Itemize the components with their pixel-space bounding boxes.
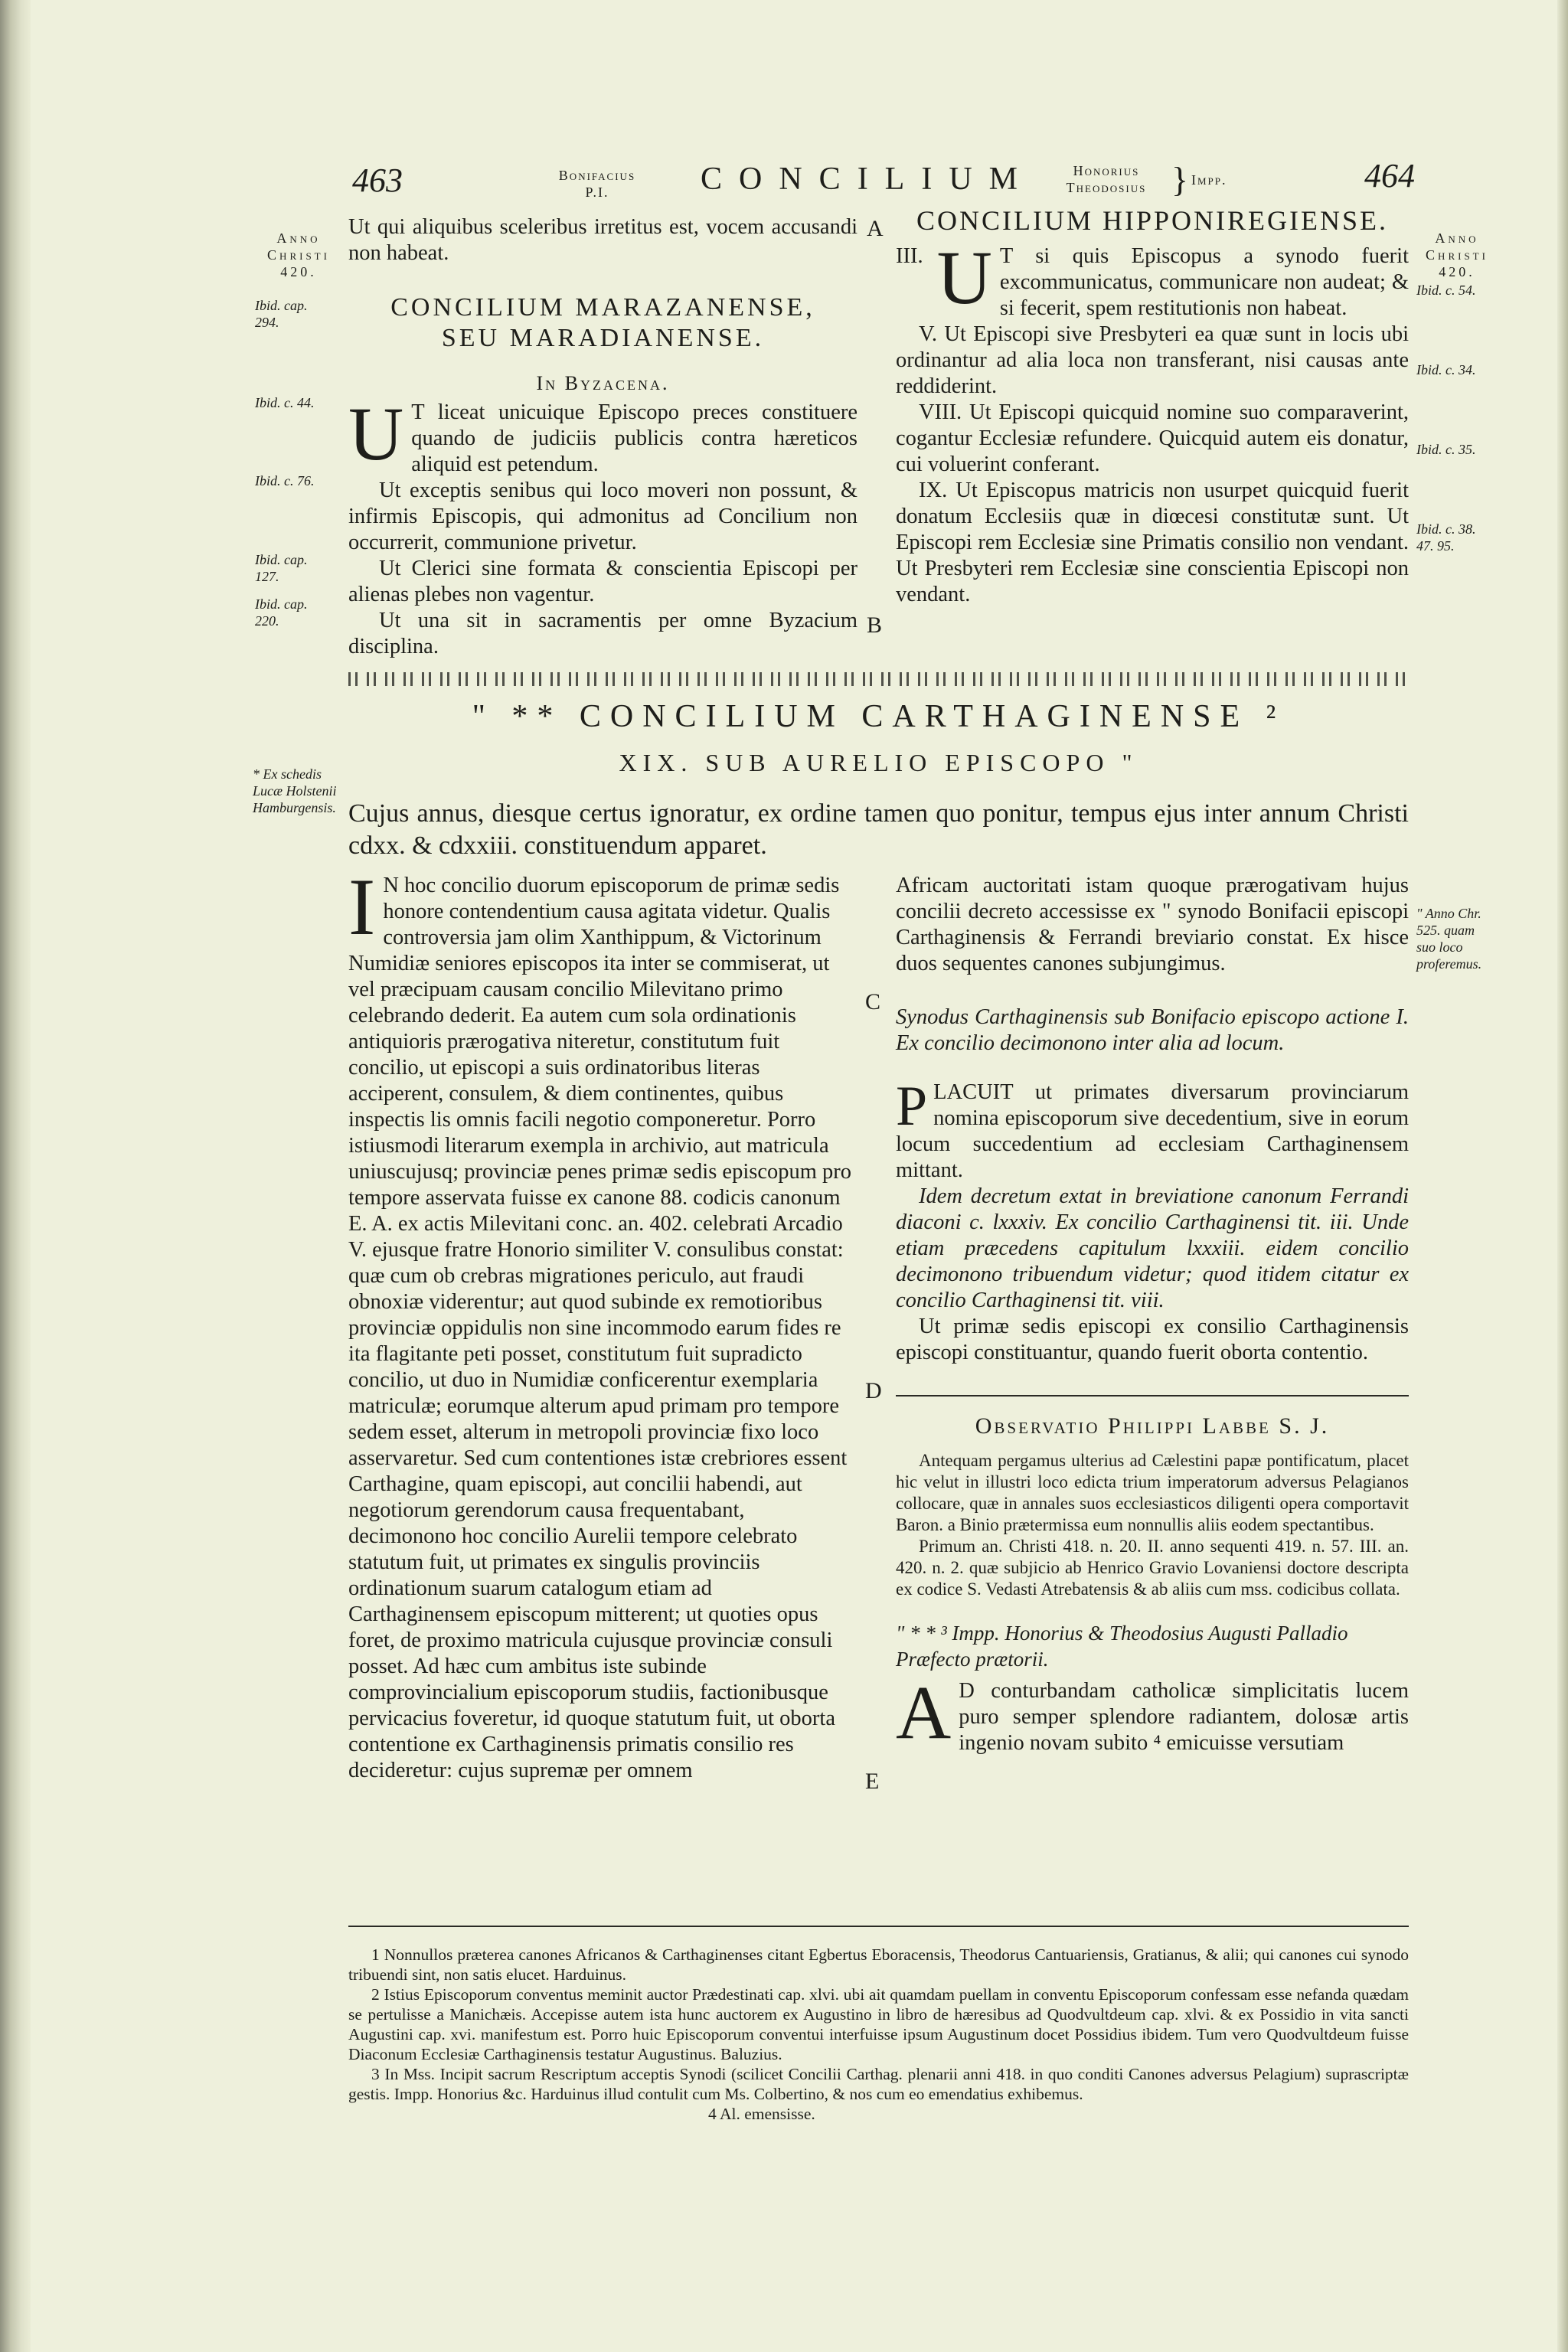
marazanense-heading-2: SEU MARADIANENSE.	[441, 324, 765, 352]
column-letter-a: A	[867, 216, 884, 241]
dropcap-i: I	[348, 862, 376, 952]
footnote-3: 3 In Mss. Incipit sacrum Rescriptum acceptis Synodi (scilicet Concilii Carthag. plenarii anni 418. in quo conditi Canones adversus Pelagium) suprascriptæ gestis. Impp. Honorius &c. Harduinus illud contulit cum Ms. Colbertino, & nos cum eo emendatius exhibemus.	[348, 2065, 1409, 2103]
column-letter-d: D	[865, 1378, 882, 1403]
idem-decretum-note: Idem decretum extat in breviatione canonum Ferrandi diaconi c. lxxxiv. Ex concilio Carthaginensi tit. iii. Unde etiam præcedens capitulum lxxxiii. eidem concilio decimonono tribuendum videtur; quod itidem citatur ex concilio Carthaginensi tit. viii.	[896, 1184, 1409, 1312]
top-left-first-canon: Ut qui aliquibus sceleribus irretitus est, vocem accusandi non habeat.	[348, 215, 858, 265]
margin-schedis-note: * Ex schedis Lucæ Holstenii Hamburgensis.	[253, 766, 337, 815]
carthaginense-intro: Cujus annus, diesque certus ignoratur, ex ordine tamen quo ponitur, tempus ejus inter annum Christi cdxx. & cdxxiii. constituendum apparet.	[348, 799, 1409, 860]
hipponiregiense-canon-3: VIII. Ut Episcopi quicquid nomine suo comparaverint, cogantur Ecclesiæ refundere. Quicquid autem eis donatur, cui voluerint conferant.	[896, 400, 1409, 476]
hipponiregiense-canon-1: T si quis Episcopus a synodo fuerit excommunicatus, communicare non audeat; & si fecerit, spem restitutionis non habeat.	[999, 244, 1409, 320]
page-number-right: 464	[1364, 157, 1415, 194]
footnote-2: 2 Istius Episcoporum conventus meminit auctor Prædestinati cap. xlvi. ubi ait quamdam puellam in conventu Episcoporum confessam esse nefanda quædam se pertulisse a Manichæis. Accepisse autem ista hunc auctorem ex Augustino in libro de hæresibus ad Quodvultdeum cap. xlvi. & ex Possidio in vita sancti Augustini cap. xvi. manifestum est. Porro huic Episcoporum conventui interfuisse ipsum Augustinum docet Possidius ibidem. Tum vero Quodvultdeum fuisse Diaconum Ecclesiæ Carthaginensis testatur Augustinus. Baluzius.	[348, 1985, 1409, 2063]
margin-note-right-2: Ibid. c. 34.	[1416, 362, 1476, 377]
margin-note-left-2: Ibid. c. 44.	[255, 395, 315, 410]
observatio-p2: Primum an. Christi 418. n. 20. II. anno sequenti 419. n. 57. III. an. 420. n. 2. quæ subjicio ab Henrico Gravio Lovaniensi doctore descripta ex codice S. Vedasti Atrebatensis & ab aliis cum mss. codicibus collata.	[896, 1537, 1409, 1599]
header-right-name	[1037, 162, 1175, 196]
dropcap-u-left: U	[348, 391, 404, 476]
margin-note-right-3: Ibid. c. 35.	[1416, 442, 1476, 457]
main-right-column	[896, 873, 1409, 1756]
margin-note-left-3: Ibid. c. 76.	[255, 473, 315, 488]
column-letter-c: C	[865, 989, 881, 1014]
margin-note-right-4: Ibid. c. 38. 47. 95.	[1416, 521, 1476, 554]
hipponiregiense-canons	[896, 235, 1409, 608]
dropcap-u-right: U	[936, 235, 992, 320]
ornamental-divider	[348, 672, 1409, 686]
column-letter-e: E	[865, 1769, 880, 1794]
observatio-heading: Observatio Philippi Labbe S. J.	[975, 1413, 1330, 1439]
main-left-text: N hoc concilio duorum episcoporum de primæ sedis honore contendentium causa agitata videtur. Qualis controversia jam olim Xanthippum, & Victorinum Numidiæ seniores episcopos ita inter se commiserat, ut vel præcipuam causam concilio Milevitano primo celebrando dederit. Ea autem cum sola ordinationis antiquioris prærogativa niteretur, constitutum fuit concilio, ut episcopi a suis ordinatoribus literas acciperent, consulem, & diem continentes, quibus inspectis lis omnis facili negotio componeretur. Porro istiusmodi literarum exempla in archivio, aut matricula uniuscujusq; provinciæ penes primæ sedis episcopum pro tempore asservata fuisse ex canone 88. codicis canonum E. A. ex actis Milevitani conc. an. 402. celebrati Arcadio V. ejusque fratre Honorio similiter V. consulibus constat: quæ cum ob crebras migrationes periculo, aut fraudi obnoxiæ viderentur; aut quod subinde ex remotioribus provinciæ oppidulis non sine incommodo earum fides re ita flagitante peti posset, constitutum fuit supradicto concilio, ut duo in Numidiæ conficerentur exemplaria matriculæ; eorumque alterum apud primam pro tempore sedem esset, alterum in metropoli provinciæ fixo loco asservaretur. Sed cum contentiones istæ crebriores essent Carthagine, quam episcopi, aut concilii habendi, aut negotiorum gerendorum causa frequentabant, decimonono hoc concilio Aurelii tempore celebrato statutum fuit, ut primates ex singulis provinciis ordinationum suarum catalogum etiam ad Carthaginensem episcopum mitterent; ut quoties opus foret, de proximo matricula cujusque provinciæ consuli posset. Ad hæc cum ambitus iste subinde comprovincialium episcoporum studiis, factionibusque pervicacius foveretur, id quoque statutum fuit, ut oborta contentione ex Carthaginensis primatis consilio res decideretur: cujus supremæ per omnem	[348, 874, 852, 1782]
main-left-column	[348, 862, 858, 1784]
dropcap-a: A	[896, 1670, 952, 1755]
footnote-rule	[348, 1926, 1409, 1927]
top-right-column	[896, 205, 1409, 608]
footnotes	[348, 1945, 1409, 2124]
carthaginense-subtitle: XIX. SUB AURELIO EPISCOPO "	[619, 749, 1138, 776]
margin-note-right-1: Ibid. c. 54.	[1416, 283, 1476, 298]
page-number-left: 463	[352, 162, 403, 199]
margin-note-left-5: Ibid. cap. 220.	[255, 596, 308, 629]
page-edge	[1557, 0, 1568, 2352]
rescript-text: D conturbandam catholicæ simplicitatis lucem puro semper splendore radiantem, dolosæ artis ingenio novam subito ⁴ emicuisse versutiam	[959, 1679, 1409, 1755]
marazanense-canon-4: Ut una sit in sacramentis per omne Byzacium disciplina.	[348, 609, 858, 658]
marazanense-heading-1: CONCILIUM MARAZANENSE,	[390, 293, 815, 322]
marazanense-heading	[348, 292, 858, 354]
top-left-column	[348, 214, 858, 660]
margin-christi-right: Christi	[1426, 247, 1488, 263]
rescript-heading: " * * ³ Impp. Honorius & Theodosius Augusti Palladio Præfecto prætorii.	[896, 1622, 1348, 1671]
margin-note-left-4: Ibid. cap. 127.	[255, 552, 308, 584]
marazanense-canon-1: T liceat unicuique Episcopo preces constituere quando de judiciis publicis contra hæreticos aliquid est petendum.	[411, 400, 858, 476]
canon-number-iii: III.	[896, 244, 923, 268]
margin-year-left	[260, 230, 337, 280]
placuit-text: LACUIT ut primates diversarum provinciarum nomina episcoporum sive decedentium, sive in eorum locum succedentium ad ecclesiam Carthaginensem mittant.	[896, 1080, 1409, 1182]
margin-note-left-1: Ibid. cap. 294.	[255, 298, 308, 330]
marazanense-canon-3: Ut Clerici sine formata & conscientia Episcopi per alienas plebes non vagentur.	[348, 557, 858, 606]
header-left-name-1: Bonifacius	[558, 168, 636, 183]
running-title: CONCILIUM	[701, 162, 1034, 197]
margin-anno-left: Anno	[276, 230, 321, 246]
main-right-p1: Africam auctoritati istam quoque prærogativam hujus concilii decreto accessisse ex " synodo Bonifacii episcopi Carthaginensis & Ferrandi breviario constat. Ex hisce duos sequentes canones subjungimus.	[896, 874, 1409, 975]
byzacena-subheading: In Byzacena.	[536, 372, 670, 394]
hipponiregiense-canon-4: IX. Ut Episcopus matricis non usurpet quicquid fuerit donatum Ecclesiis quæ in diœcesi constitutæ sunt. Ut Episcopi rem Ecclesiæ sine Primatis consilio non vendant. Ut Presbyteri rem Ecclesiæ sine conscientia Episcopi non vendant.	[896, 479, 1409, 606]
footnote-4: 4 Al. emensisse.	[708, 2105, 815, 2123]
header-left-name	[536, 167, 658, 201]
primae-sedis-canon: Ut primæ sedis episcopi ex consilio Carthaginensis episcopi constituantur, quando fuerit oborta contentio.	[896, 1315, 1409, 1364]
margin-anno-right: Anno	[1435, 230, 1479, 246]
observatio-rule	[896, 1395, 1409, 1396]
margin-year-value-right: 420.	[1439, 264, 1475, 279]
header-right-name-2: Theodosius	[1066, 180, 1147, 195]
rescript-body	[896, 1670, 1409, 1756]
header-left-name-2: P.I.	[585, 185, 609, 200]
placuit-canon	[896, 1075, 1409, 1184]
header-right-name-1: Honorius	[1073, 163, 1140, 178]
marazanense-canons	[348, 391, 858, 660]
hipponiregiense-heading: CONCILIUM HIPPONIREGIENSE.	[916, 205, 1388, 236]
observatio-p1: Antequam pergamus ulterius ad Cælestini papæ pontificatum, placet hic velut in illustri loco edicta trium imperatorum adversus Pelagianos collocare, quæ in annales suos ecclesiasticos diligenti opera comportavit Baron. a Binio prætermissa eum nonnullis aliis eodem spectantibus.	[896, 1451, 1409, 1534]
brace-symbol: }	[1171, 160, 1189, 199]
header-impp: Impp.	[1191, 172, 1227, 188]
carthaginense-title: " ** CONCILIUM CARTHAGINENSE ²	[472, 699, 1285, 734]
margin-year-value-left: 420.	[280, 264, 317, 279]
synodus-heading: Synodus Carthaginensis sub Bonifacio episcopo actione I. Ex concilio decimonono inter alia ad locum.	[896, 1005, 1409, 1055]
column-letter-b: B	[867, 612, 883, 638]
margin-note-right-chr: " Anno Chr. 525. quam suo loco proferemus.	[1416, 906, 1482, 972]
hipponiregiense-canon-2: V. Ut Episcopi sive Presbyteri ea quæ sunt in locis ubi ordinantur ad alia loca non transferant, nisi causas ante reddiderint.	[896, 322, 1409, 398]
margin-year-right	[1415, 230, 1499, 280]
footnote-1: 1 Nonnullos præterea canones Africanos & Carthaginenses citant Egbertus Eboracensis, Theodorus Cantuariensis, Gratianus, & alii; qui canones cui synodo tribuendi sint, non satis elucet. Harduinus.	[348, 1945, 1409, 1984]
dropcap-p: P	[896, 1075, 928, 1138]
book-binding-shadow	[0, 0, 31, 2352]
observatio-text	[896, 1450, 1409, 1600]
margin-christi-left: Christi	[267, 247, 330, 263]
marazanense-canon-2: Ut exceptis senibus qui loco moveri non possunt, & infirmis Episcopis, qui admonitus ad Concilium non occurrerit, communione privetur.	[348, 479, 858, 554]
